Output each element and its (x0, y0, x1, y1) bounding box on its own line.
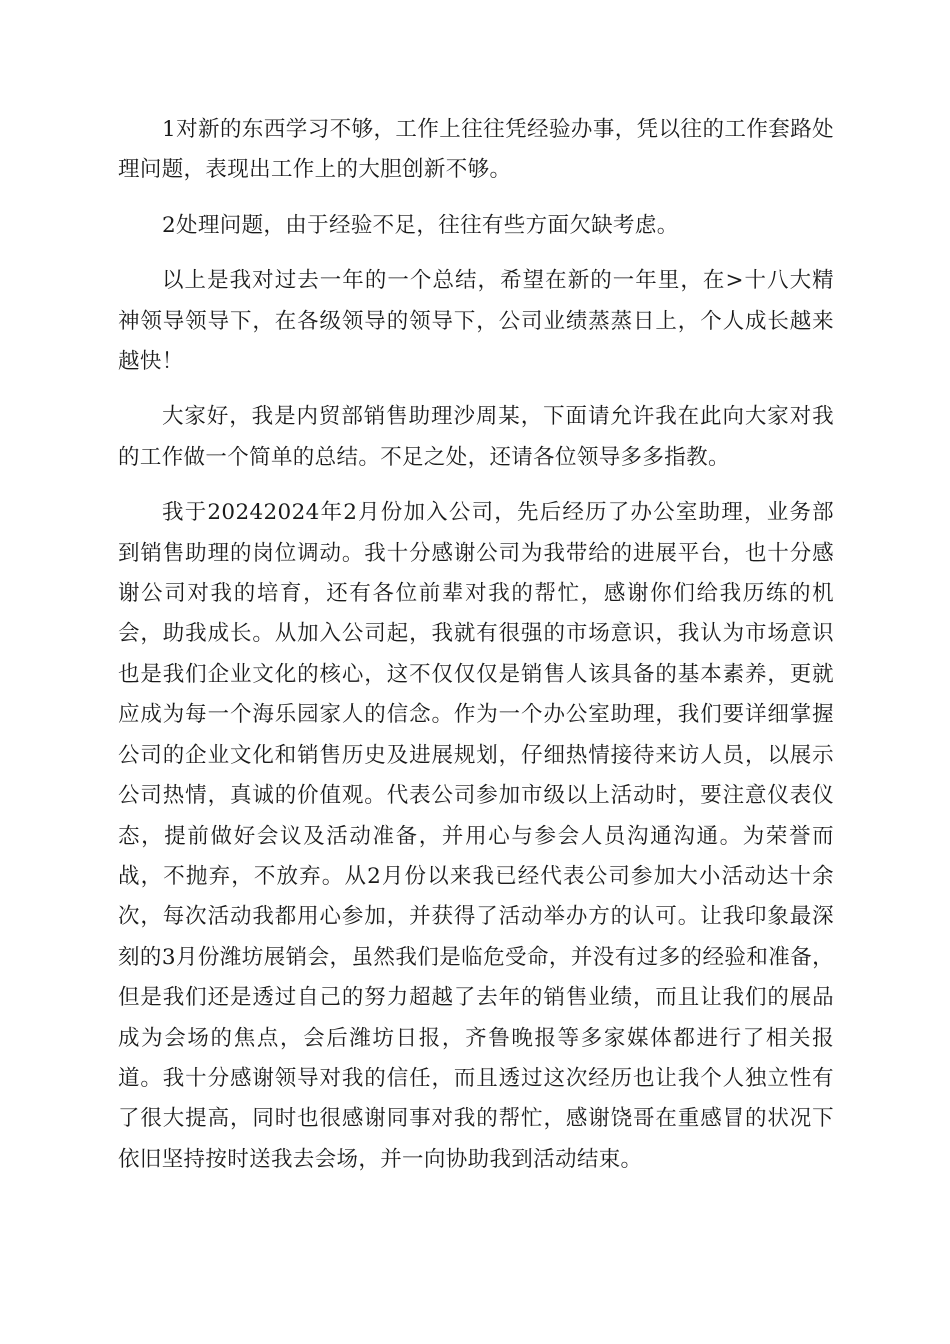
document-body (118, 110, 834, 1195)
paragraph-5: 我于20242024年2月份加入公司，先后经历了办公室助理，业务部到销售助理的岗位调动。我十分感谢公司为我带给的进展平台，也十分感谢公司对我的培育，还有各位前辈对我的帮忙，感谢你们给我历练的机会，助我成长。从加入公司起，我就有很强的市场意识，我认为市场意识也是我们企业文化的核心，这不仅仅仅是销售人该具备的基本素养，更就应成为每一个海乐园家人的信念。作为一个办公室助理，我们要详细掌握公司的企业文化和销售历史及进展规划，仔细热情接待来访人员，以展示公司热情，真诚的价值观。代表公司参加市级以上活动时，要注意仪表仪态，提前做好会议及活动准备，并用心与参会人员沟通沟通。为荣誉而战，不抛弃，不放弃。从2月份以来我已经代表公司参加大小活动达十余次，每次活动我都用心参加，并获得了活动举办方的认可。让我印象最深刻的3月份潍坊展销会，虽然我们是临危受命，并没有过多的经验和准备，但是我们还是透过自己的努力超越了去年的销售业绩，而且让我们的展品成为会场的焦点，会后潍坊日报，齐鲁晚报等多家媒体都进行了相关报道。我十分感谢领导对我的信任，而且透过这次经历也让我个人独立性有了很大提高，同时也很感谢同事对我的帮忙，感谢饶哥在重感冒的状况下依旧坚持按时送我去会场，并一向协助我到活动结束。 (118, 500, 834, 1172)
paragraph-1: 1对新的东西学习不够，工作上往往凭经验办事，凭以往的工作套路处理问题，表现出工作上的大胆创新不够。 (118, 117, 834, 183)
paragraph-4: 大家好，我是内贸部销售助理沙周某，下面请允许我在此向大家对我的工作做一个简单的总结。不足之处，还请各位领导多多指教。 (118, 404, 834, 470)
paragraph-2: 2处理问题，由于经验不足，往往有些方面欠缺考虑。 (162, 212, 679, 238)
paragraph-3: 以上是我对过去一年的一个总结，希望在新的一年里，在>十八大精神领导领导下，在各级领导的领导下，公司业绩蒸蒸日上，个人成长越来越快！ (118, 268, 834, 375)
